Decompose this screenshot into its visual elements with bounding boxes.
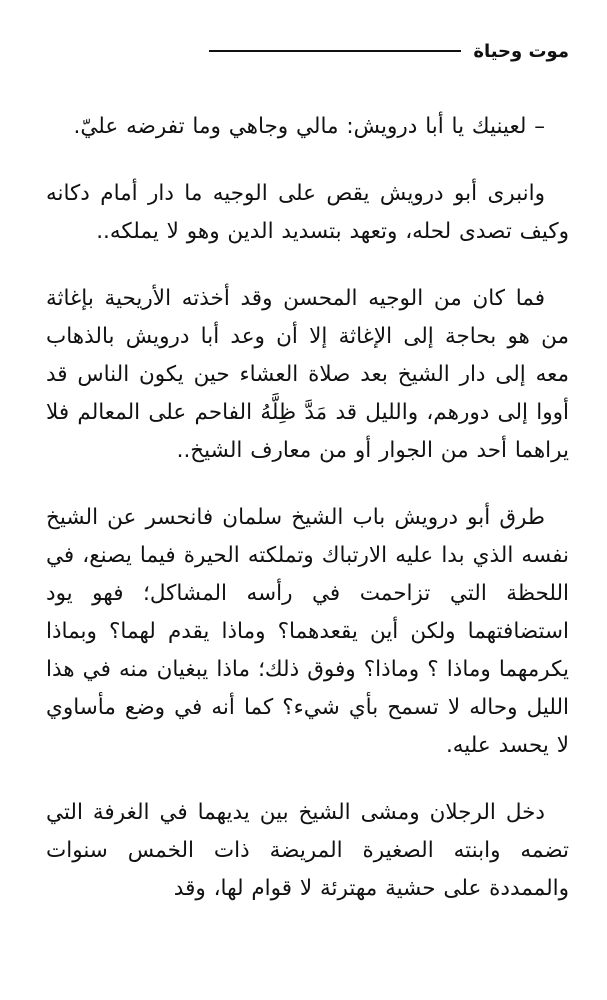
paragraph: طرق أبو درويش باب الشيخ سلمان فانحسر عن الشيخ نفسه الذي بدا عليه الارتباك وتملكته الحيرة فيما يصنع، في اللحظة التي تزاحمت في رأسه المشاكل؛ فهو يود استضافتهما ولكن أين يقعدهما؟ وماذا يقدم لهما؟ وبماذا يكرمهما وماذا ؟ وماذا؟ وفوق ذلك؛ ماذا يبغيان منه في هذا الليل وحاله لا تسمح بأي شيء؟ كما أنه في وضع مأساوي لا يحسد عليه.: [46, 505, 569, 758]
paragraph: دخل الرجلان ومشى الشيخ بين يديهما في الغرفة التي تضمه وابنته الصغيرة المريضة ذات الخمس سنوات والممددة على حشية مهترئة لا قوام لها، وقد: [46, 800, 569, 901]
running-header: [46, 36, 569, 66]
body-text: [46, 108, 569, 908]
paragraph: فما كان من الوجيه المحسن وقد أخذته الأريحية بإغاثة من هو بحاجة إلى الإغاثة إلا أن وعد أبا درويش بالذهاب معه إلى دار الشيخ بعد صلاة العشاء حين يكون الناس قد أووا إلى دورهم، والليل قد مَدَّ ظِلَّهُ الفاحم على المعالم فلا يراهما أحد من الجوار أو من معارف الشيخ..: [46, 286, 569, 463]
paragraph: – لعينيك يا أبا درويش: مالي وجاهي وما تفرضه عليّ.: [73, 114, 545, 139]
paragraph: وانبرى أبو درويش يقص على الوجيه ما دار أمام دكانه وكيف تصدى لحله، وتعهد بتسديد الدين وهو لا يملكه..: [46, 181, 569, 244]
running-header-title: موت وحياة: [473, 40, 569, 62]
header-rule: [209, 50, 461, 52]
